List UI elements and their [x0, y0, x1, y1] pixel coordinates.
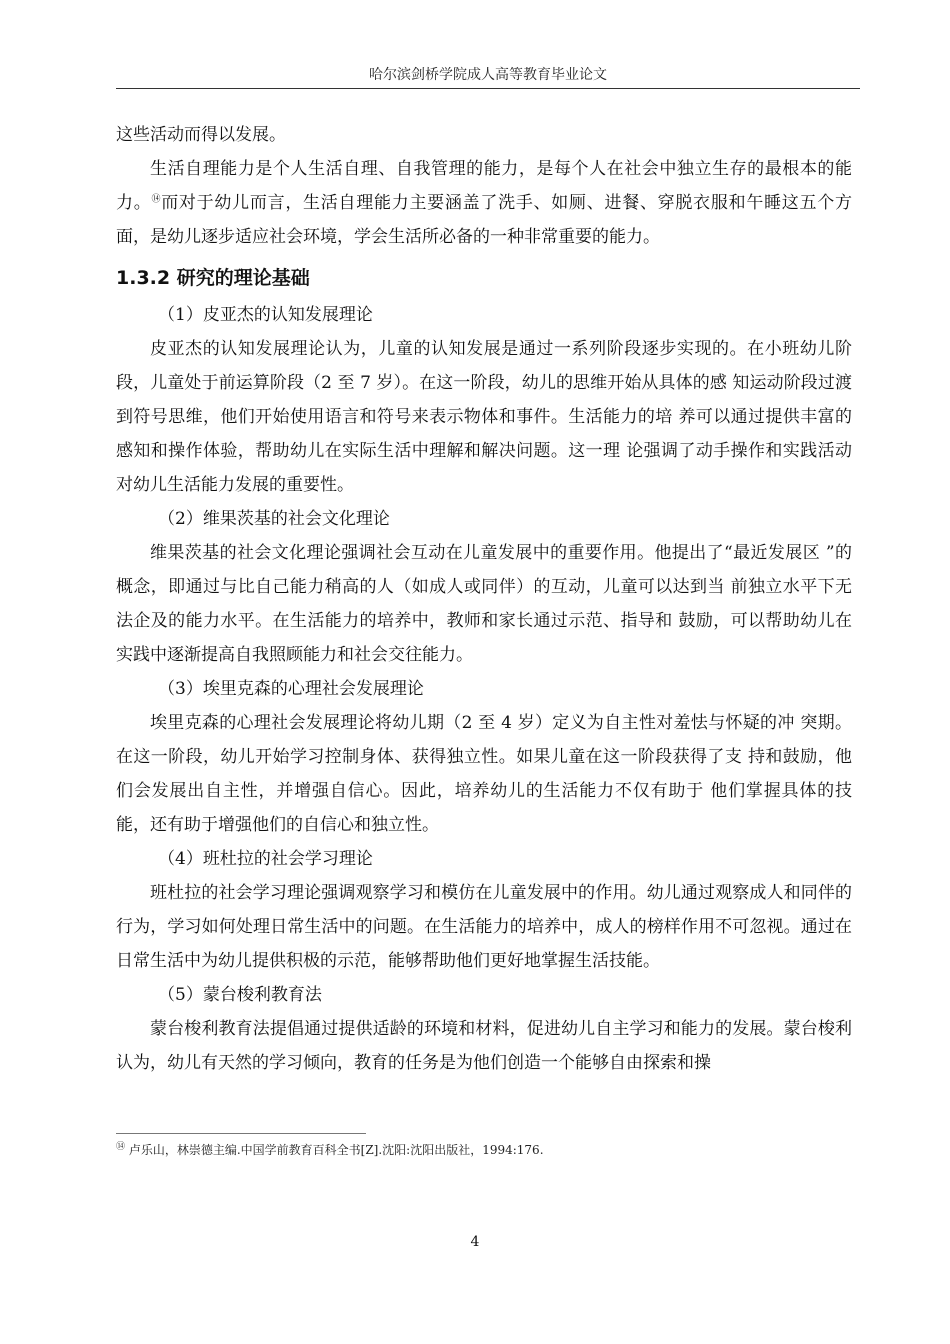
- section-heading: 1.3.2 研究的理论基础: [116, 267, 310, 289]
- header-rule: [116, 88, 860, 89]
- paragraph-6: 蒙台梭利教育法提倡通过提供适龄的环境和材料，促进幼儿自主学习和能力的发展。蒙台梭利认为，幼儿有天然的学习倾向，教育的任务是为他们创造一个能够自由探索和操: [116, 1019, 852, 1073]
- subheading-3: （3）埃里克森的心理社会发展理论: [158, 679, 424, 699]
- footnote-ref: ⑭: [151, 194, 162, 205]
- paragraph-0: 这些活动而得以发展。: [116, 125, 286, 145]
- paragraph-1-part-b: 而对于幼儿而言，生活自理能力主要涵盖了洗手、如厕、进餐、穿脱衣服和午睡这五个方面，是幼儿逐步适应社会环境，学会生活所必备的一种非常重要的能力。: [116, 193, 852, 247]
- footnote-rule: [116, 1133, 366, 1134]
- paragraph-4: 埃里克森的心理社会发展理论将幼儿期（2 至 4 岁）定义为自主性对羞怯与怀疑的冲 突期。在这一阶段，幼儿开始学习控制身体、获得独立性。如果儿童在这一阶段获得了支 持和鼓励，他们会发展出自主性，并增强自信心。因此，培养幼儿的生活能力不仅有助于 他们掌握具体的技能，还有助于增强他们的自信心和独立性。: [116, 713, 852, 835]
- footnote-mark: ⑭: [116, 1142, 126, 1152]
- paragraph-1-part-a: 生活自理能力是个人生活自理、自我管理的能力，是每个人在社会中独立生存的最根本的能力。: [116, 159, 852, 213]
- subheading-1: （1）皮亚杰的认知发展理论: [158, 305, 373, 325]
- footnote: [116, 1141, 856, 1158]
- page-header: 哈尔滨剑桥学院成人高等教育毕业论文: [369, 67, 607, 83]
- subheading-4: （4）班杜拉的社会学习理论: [158, 849, 373, 869]
- page-number: 4: [470, 1234, 480, 1250]
- paragraph-1: [116, 152, 852, 254]
- paragraph-3: 维果茨基的社会文化理论强调社会互动在儿童发展中的重要作用。他提出了“最近发展区 ”的概念，即通过与比自己能力稍高的人（如成人或同伴）的互动，儿童可以达到当 前独立水平下无法企及的能力水平。在生活能力的培养中，教师和家长通过示范、指导和 鼓励，可以帮助幼儿在实践中逐渐提高自我照顾能力和社会交往能力。: [116, 543, 852, 665]
- body-content: [116, 118, 852, 1080]
- paragraph-5: 班杜拉的社会学习理论强调观察学习和模仿在儿童发展中的作用。幼儿通过观察成人和同伴的行为，学习如何处理日常生活中的问题。在生活能力的培养中，成人的榜样作用不可忽视。通过在日常生活中为幼儿提供积极的示范，能够帮助他们更好地掌握生活技能。: [116, 883, 852, 971]
- footnote-text: 卢乐山，林崇德主编.中国学前教育百科全书[Z].沈阳:沈阳出版社，1994:176.: [125, 1143, 544, 1157]
- subheading-2: （2）维果茨基的社会文化理论: [158, 509, 390, 529]
- subheading-5: （5）蒙台梭利教育法: [158, 985, 322, 1005]
- paragraph-2: 皮亚杰的认知发展理论认为，儿童的认知发展是通过一系列阶段逐步实现的。在小班幼儿阶段，儿童处于前运算阶段（2 至 7 岁）。在这一阶段，幼儿的思维开始从具体的感 知运动阶段过渡到符号思维，他们开始使用语言和符号来表示物体和事件。生活能力的培 养可以通过提供丰富的感知和操作体验，帮助幼儿在实际生活中理解和解决问题。这一理 论强调了动手操作和实践活动对幼儿生活能力发展的重要性。: [116, 339, 852, 495]
